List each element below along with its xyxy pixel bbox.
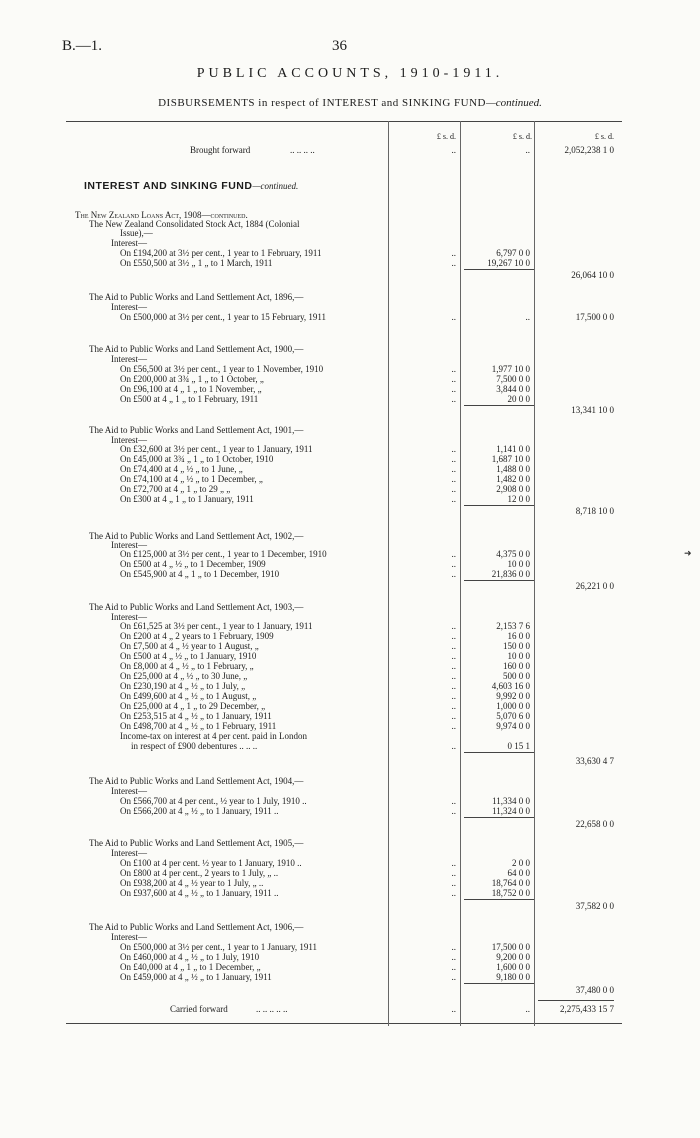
ledger-line <box>0 581 700 591</box>
amount-c3: 26,221 0 0 <box>575 581 614 591</box>
ledger-line <box>0 932 700 942</box>
amount-c2: 5,070 6 0 <box>496 711 530 721</box>
amount-c2: 12 0 0 <box>507 494 530 504</box>
amount-c2: 160 0 0 <box>503 661 530 671</box>
ledger-line <box>0 238 700 248</box>
carried-forward-rule <box>538 1000 614 1001</box>
ledger-line <box>0 858 700 868</box>
amount-c3: 26,064 10 0 <box>571 270 614 280</box>
line-text: The Aid to Public Works and Land Settlement Act, 1901,— <box>89 425 304 435</box>
amount-c2: 6,797 0 0 <box>496 248 530 258</box>
line-text: On £125,000 at 3½ per cent., 1 year to 1 December, 1910 <box>120 549 327 559</box>
ledger-line <box>0 631 700 641</box>
subtotal-rule <box>464 899 534 900</box>
line-text: On £500 at 4 „ 1 „ to 1 February, 1911 <box>120 394 259 404</box>
amount-c3: 22,658 0 0 <box>575 819 614 829</box>
amount-c2: 4,375 0 0 <box>496 549 530 559</box>
line-text: On £45,000 at 3¾ „ 1 „ to 1 October, 1910 <box>120 454 274 464</box>
ledger-line <box>0 721 700 731</box>
amount-c2: 11,324 0 0 <box>492 806 530 816</box>
ledger-line <box>0 270 700 280</box>
ledger-line <box>0 425 700 435</box>
ledger-line <box>0 394 700 404</box>
amount-c3: 37,480 0 0 <box>575 985 614 995</box>
line-text: On £459,000 at 4 „ ½ „ to 1 January, 1911 <box>120 972 272 982</box>
carried-forward-col2: .. <box>525 1004 530 1014</box>
subtitle-continued: —continued. <box>485 97 542 109</box>
ledger-line <box>0 661 700 671</box>
line-text: On £460,000 at 4 „ ½ „ to 1 July, 1910 <box>120 952 260 962</box>
line-text: On £550,500 at 3½ „ 1 „ to 1 March, 1911 <box>120 258 273 268</box>
amount-c1: .. <box>451 651 456 661</box>
ledger-line <box>0 549 700 559</box>
ledger-line <box>0 868 700 878</box>
ledger-line <box>0 711 700 721</box>
line-text: Interest— <box>111 435 147 445</box>
carried-forward-col1: .. <box>451 1004 456 1014</box>
amount-c2: 18,752 0 0 <box>491 888 530 898</box>
amount-c3: 8,718 10 0 <box>575 506 614 516</box>
line-text: On £230,190 at 4 „ ½ „ to 1 July, „ <box>120 681 246 691</box>
amount-c3: 37,582 0 0 <box>575 901 614 911</box>
subtitle-main: DISBURSEMENTS in respect of INTEREST and SINKING FUND <box>158 97 486 109</box>
amount-c1: .. <box>451 384 456 394</box>
amount-c2: 1,687 10 0 <box>491 454 530 464</box>
line-text: On £498,700 at 4 „ ½ „ to 1 February, 1911 <box>120 721 277 731</box>
amount-c2: 9,974 0 0 <box>496 721 530 731</box>
ledger-line <box>0 569 700 579</box>
amount-c1: .. <box>451 878 456 888</box>
amount-c1: .. <box>451 312 456 322</box>
amount-c2: 21,836 0 0 <box>491 569 530 579</box>
amount-c1: .. <box>451 631 456 641</box>
ledger-line <box>0 878 700 888</box>
line-text: Interest— <box>111 786 147 796</box>
amount-c2: 19,267 10 0 <box>487 258 530 268</box>
page-title: PUBLIC ACCOUNTS, 1910-1911. <box>196 66 504 81</box>
line-text: On £194,200 at 3½ per cent., 1 year to 1 February, 1911 <box>120 248 322 258</box>
line-text: On £499,600 at 4 „ ½ „ to 1 August, „ <box>120 691 257 701</box>
amount-c2: 20 0 0 <box>507 394 530 404</box>
amount-c2: 64 0 0 <box>507 868 530 878</box>
amount-c2: 3,844 0 0 <box>496 384 530 394</box>
amount-c1: .. <box>451 972 456 982</box>
col1-header: £ s. d. <box>436 132 456 141</box>
ledger-line <box>0 962 700 972</box>
page-code: B.—1. <box>62 38 103 54</box>
amount-c3: 33,630 4 7 <box>575 756 614 766</box>
margin-mark: ➜ <box>684 548 692 558</box>
line-text: Interest— <box>111 540 147 550</box>
section-heading-main: INTEREST AND SINKING FUND <box>84 180 253 192</box>
line-text: On £74,100 at 4 „ ½ „ to 1 December, „ <box>120 474 263 484</box>
brought-forward-col1: .. <box>451 145 456 155</box>
amount-c1: .. <box>451 962 456 972</box>
subtotal-rule <box>464 817 534 818</box>
ledger-line <box>0 621 700 631</box>
amount-c1: .. <box>451 248 456 258</box>
line-text: Interest— <box>111 238 147 248</box>
line-text: On £72,700 at 4 „ 1 „ to 29 „ „ <box>120 484 231 494</box>
ledger-line <box>0 796 700 806</box>
line-text: On £800 at 4 per cent., 2 years to 1 July, „ .. <box>120 868 279 878</box>
amount-c2: 9,992 0 0 <box>496 691 530 701</box>
ledger-line <box>0 258 700 268</box>
ledger-line <box>0 302 700 312</box>
line-text: On £61,525 at 3½ per cent., 1 year to 1 January, 1911 <box>120 621 313 631</box>
line-text: On £200,000 at 3¾ „ 1 „ to 1 October, „ <box>120 374 264 384</box>
amount-c2: 10 0 0 <box>507 651 530 661</box>
ledger-line <box>0 952 700 962</box>
amount-c2: 500 0 0 <box>503 671 530 681</box>
line-text: On £25,000 at 4 „ ½ „ to 30 June, „ <box>120 671 248 681</box>
ledger-line <box>0 444 700 454</box>
subtotal-rule <box>464 752 534 753</box>
amount-c1: .. <box>451 549 456 559</box>
ledger-line <box>0 888 700 898</box>
line-text: On £500,000 at 3½ per cent., 1 year to 15 February, 1911 <box>120 312 327 322</box>
amount-c2: 17,500 0 0 <box>491 942 530 952</box>
amount-c2: 9,200 0 0 <box>496 952 530 962</box>
amount-c2: 16 0 0 <box>507 631 530 641</box>
amount-c1: .. <box>451 621 456 631</box>
amount-c2: 1,977 10 0 <box>491 364 530 374</box>
brought-forward-label: Brought forward <box>190 145 251 155</box>
ledger-line <box>0 312 700 322</box>
amount-c1: .. <box>451 888 456 898</box>
amount-c1: .. <box>451 559 456 569</box>
line-text: On £500 at 4 „ ½ „ to 1 December, 1909 <box>120 559 266 569</box>
amount-c2: 9,180 0 0 <box>496 972 530 982</box>
line-text: The Aid to Public Works and Land Settlement Act, 1906,— <box>89 922 304 932</box>
amount-c1: .. <box>451 258 456 268</box>
amount-c1: .. <box>451 796 456 806</box>
amount-c2: 1,488 0 0 <box>496 464 530 474</box>
line-text: On £32,600 at 3½ per cent., 1 year to 1 January, 1911 <box>120 444 313 454</box>
amount-c2: 10 0 0 <box>507 559 530 569</box>
ledger-line <box>0 405 700 415</box>
line-text: On £40,000 at 4 „ 1 „ to 1 December, „ <box>120 962 261 972</box>
line-text: The Aid to Public Works and Land Settlement Act, 1900,— <box>89 344 304 354</box>
amount-c2: 1,600 0 0 <box>496 962 530 972</box>
amount-c1: .. <box>451 942 456 952</box>
amount-c2: 11,334 0 0 <box>492 796 530 806</box>
amount-c1: .. <box>451 681 456 691</box>
ledger-line <box>0 454 700 464</box>
line-text: On £100 at 4 per cent. ½ year to 1 January, 1910 .. <box>120 858 302 868</box>
amount-c1: .. <box>451 364 456 374</box>
amount-c1: .. <box>451 671 456 681</box>
amount-c2: 2 0 0 <box>512 858 530 868</box>
line-text: The Aid to Public Works and Land Settlement Act, 1903,— <box>89 602 304 612</box>
ledger-line <box>0 641 700 651</box>
line-text: Interest— <box>111 612 147 622</box>
line-text: The Aid to Public Works and Land Settlement Act, 1904,— <box>89 776 304 786</box>
line-text: Income-tax on interest at 4 per cent. paid in London <box>120 731 307 741</box>
ledger-line <box>0 364 700 374</box>
ledger-line <box>0 681 700 691</box>
ledger-line <box>0 985 700 995</box>
ledger-line <box>0 374 700 384</box>
amount-c1: .. <box>451 641 456 651</box>
section-heading-continued: —continued. <box>252 181 299 191</box>
ledger-line <box>0 671 700 681</box>
line-text: On £545,900 at 4 „ 1 „ to 1 December, 1910 <box>120 569 280 579</box>
amount-c1: .. <box>451 454 456 464</box>
ledger-line <box>0 651 700 661</box>
amount-c1: .. <box>451 868 456 878</box>
amount-c1: .. <box>451 464 456 474</box>
brought-forward-col2: .. <box>525 145 530 155</box>
line-text: The Aid to Public Works and Land Settlement Act, 1896,— <box>89 292 304 302</box>
line-text: On £200 at 4 „ 2 years to 1 February, 1909 <box>120 631 274 641</box>
carried-forward-row <box>0 1004 700 1014</box>
ledger-line <box>0 354 700 364</box>
line-text: The Aid to Public Works and Land Settlement Act, 1905,— <box>89 838 304 848</box>
brought-forward-dots: .. .. .. .. <box>290 145 315 155</box>
amount-c1: .. <box>451 806 456 816</box>
line-text: On £300 at 4 „ 1 „ to 1 January, 1911 <box>120 494 254 504</box>
amount-c1: .. <box>451 741 456 751</box>
line-text: Issue),— <box>120 228 153 238</box>
line-text: On £500 at 4 „ ½ „ to 1 January, 1910 <box>120 651 257 661</box>
ledger-line <box>0 484 700 494</box>
line-text: On £8,000 at 4 „ ½ „ to 1 February, „ <box>120 661 254 671</box>
amount-c1: .. <box>451 394 456 404</box>
ledger-line <box>0 494 700 504</box>
ledger-line <box>0 741 700 751</box>
ledger-line <box>0 819 700 829</box>
line-text: On £7,500 at 4 „ ½ year to 1 August, „ <box>120 641 259 651</box>
amount-c2: 2,153 7 6 <box>496 621 530 631</box>
line-text: Interest— <box>111 848 147 858</box>
amount-c1: .. <box>451 691 456 701</box>
ledger-line <box>0 942 700 952</box>
ledger-line <box>0 776 700 786</box>
line-text: On £253,515 at 4 „ ½ „ to 1 January, 1911 <box>120 711 272 721</box>
ledger-line <box>0 922 700 932</box>
line-text: On £500,000 at 3½ per cent., 1 year to 1 January, 1911 <box>120 942 318 952</box>
amount-c2: 7,500 0 0 <box>496 374 530 384</box>
amount-c1: .. <box>451 711 456 721</box>
amount-c1: .. <box>451 494 456 504</box>
line-text: Interest— <box>111 354 147 364</box>
amount-c1: .. <box>451 374 456 384</box>
line-text: On £25,000 at 4 „ 1 „ to 29 December, „ <box>120 701 266 711</box>
ledger-line <box>0 248 700 258</box>
carried-forward-dots: .. .. .. .. .. <box>256 1004 288 1014</box>
ledger-line <box>0 292 700 302</box>
amount-c2: 2,908 0 0 <box>496 484 530 494</box>
ledger-line <box>0 559 700 569</box>
amount-c1: .. <box>451 444 456 454</box>
line-text: Interest— <box>111 302 147 312</box>
amount-c2: 1,000 0 0 <box>496 701 530 711</box>
carried-forward-col3: 2,275,433 15 7 <box>560 1004 614 1014</box>
carried-forward-label: Carried forward <box>170 1004 228 1014</box>
page-number: 36 <box>332 38 347 54</box>
ledger-line <box>0 701 700 711</box>
ledger-line <box>0 806 700 816</box>
line-text: On £566,700 at 4 per cent., ½ year to 1 July, 1910 .. <box>120 796 307 806</box>
line-text: On £74,400 at 4 „ ½ „ to 1 June, „ <box>120 464 243 474</box>
ledger-line <box>0 384 700 394</box>
ledger-line <box>0 228 700 238</box>
ledger-line <box>0 602 700 612</box>
line-text: Interest— <box>111 932 147 942</box>
amount-c2: 0 15 1 <box>507 741 530 751</box>
amount-c2: 1,482 0 0 <box>496 474 530 484</box>
line-text: On £937,600 at 4 „ ½ „ to 1 January, 1911 .. <box>120 888 279 898</box>
ledger-line <box>0 848 700 858</box>
amount-c1: .. <box>451 952 456 962</box>
amount-c1: .. <box>451 721 456 731</box>
line-text: in respect of £900 debentures .. .. .. <box>131 741 258 751</box>
amount-c1: .. <box>451 569 456 579</box>
line-text: The New Zealand Loans Act, 1908—continued. <box>75 210 248 220</box>
amount-c3: 13,341 10 0 <box>571 405 614 415</box>
line-text: The Aid to Public Works and Land Settlement Act, 1902,— <box>89 531 304 541</box>
line-text: The New Zealand Consolidated Stock Act, 1884 (Colonial <box>89 219 300 229</box>
ledger-line <box>0 901 700 911</box>
line-text: On £938,200 at 4 „ ½ year to 1 July, „ .. <box>120 878 264 888</box>
ledger-line <box>0 756 700 766</box>
ledger-line <box>0 972 700 982</box>
ledger-line <box>0 464 700 474</box>
col2-header: £ s. d. <box>512 132 532 141</box>
amount-c3: 17,500 0 0 <box>575 312 614 322</box>
ledger-line <box>0 344 700 354</box>
line-text: On £56,500 at 3½ per cent., 1 year to 1 November, 1910 <box>120 364 324 374</box>
ledger-line <box>0 691 700 701</box>
ledger-line <box>0 838 700 848</box>
line-text: On £566,200 at 4 „ ½ „ to 1 January, 1911 .. <box>120 806 279 816</box>
amount-c1: .. <box>451 661 456 671</box>
ledger-line <box>0 731 700 741</box>
ledger-line <box>0 506 700 516</box>
amount-c1: .. <box>451 858 456 868</box>
line-text: On £96,100 at 4 „ 1 „ to 1 November, „ <box>120 384 262 394</box>
amount-c2: .. <box>525 312 530 322</box>
ledger-line <box>0 474 700 484</box>
amount-c2: 4,603 16 0 <box>491 681 530 691</box>
col3-header: £ s. d. <box>594 132 614 141</box>
amount-c2: 1,141 0 0 <box>496 444 530 454</box>
amount-c2: 150 0 0 <box>503 641 530 651</box>
brought-forward-col3: 2,052,238 1 0 <box>564 145 614 155</box>
amount-c1: .. <box>451 474 456 484</box>
amount-c2: 18,764 0 0 <box>491 878 530 888</box>
amount-c1: .. <box>451 484 456 494</box>
subtotal-rule <box>464 983 534 984</box>
ledger-line <box>0 786 700 796</box>
amount-c1: .. <box>451 701 456 711</box>
